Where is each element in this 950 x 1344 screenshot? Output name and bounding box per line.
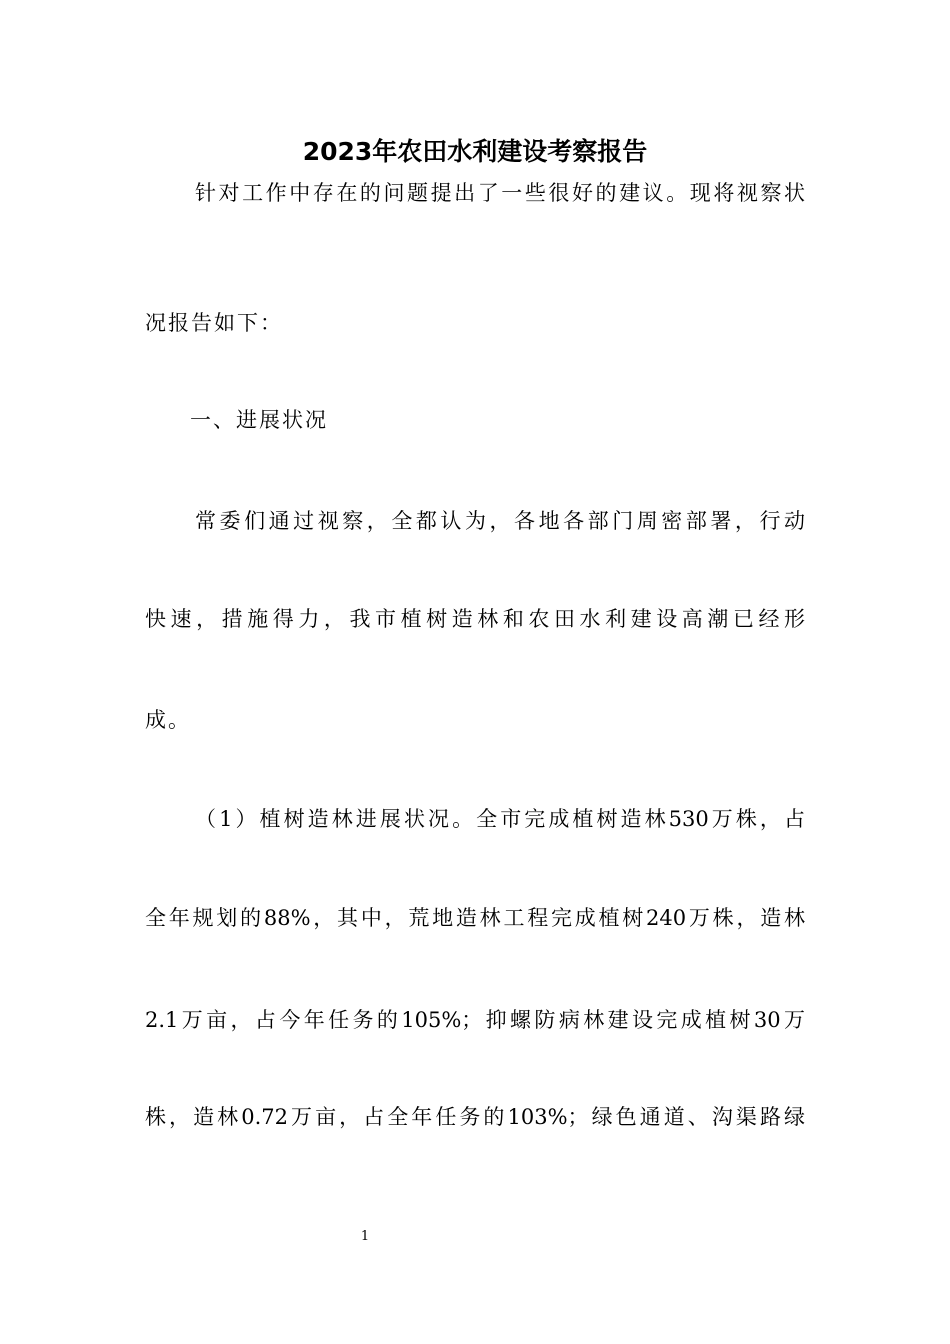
paragraph-line: 快速，措施得力，我市植树造林和农田水利建设高潮已经形: [145, 607, 805, 631]
paragraph-line: 况报告如下：: [145, 311, 283, 335]
paragraph-line: 成。: [145, 708, 191, 732]
paragraph-line: 常委们通过视察，全都认为，各地各部门周密部署，行动: [195, 509, 805, 533]
document-title: 2023年农田水利建设考察报告: [302, 137, 648, 166]
section-heading: 一、进展状况: [190, 408, 328, 432]
paragraph-line: 针对工作中存在的问题提出了一些很好的建议。现将视察状: [195, 181, 805, 205]
paragraph-line: 株，造林0.72万亩，占全年任务的103%；绿色通道、沟渠路绿: [145, 1105, 805, 1129]
paragraph-line: 2.1万亩，占今年任务的105%；抑螺防病林建设完成植树30万: [145, 1008, 805, 1032]
page-number: 1: [360, 1229, 370, 1244]
paragraph-line: 全年规划的88%，其中，荒地造林工程完成植树240万株，造林: [145, 906, 805, 930]
paragraph-line: （1）植树造林进展状况。全市完成植树造林530万株，占: [195, 807, 805, 831]
